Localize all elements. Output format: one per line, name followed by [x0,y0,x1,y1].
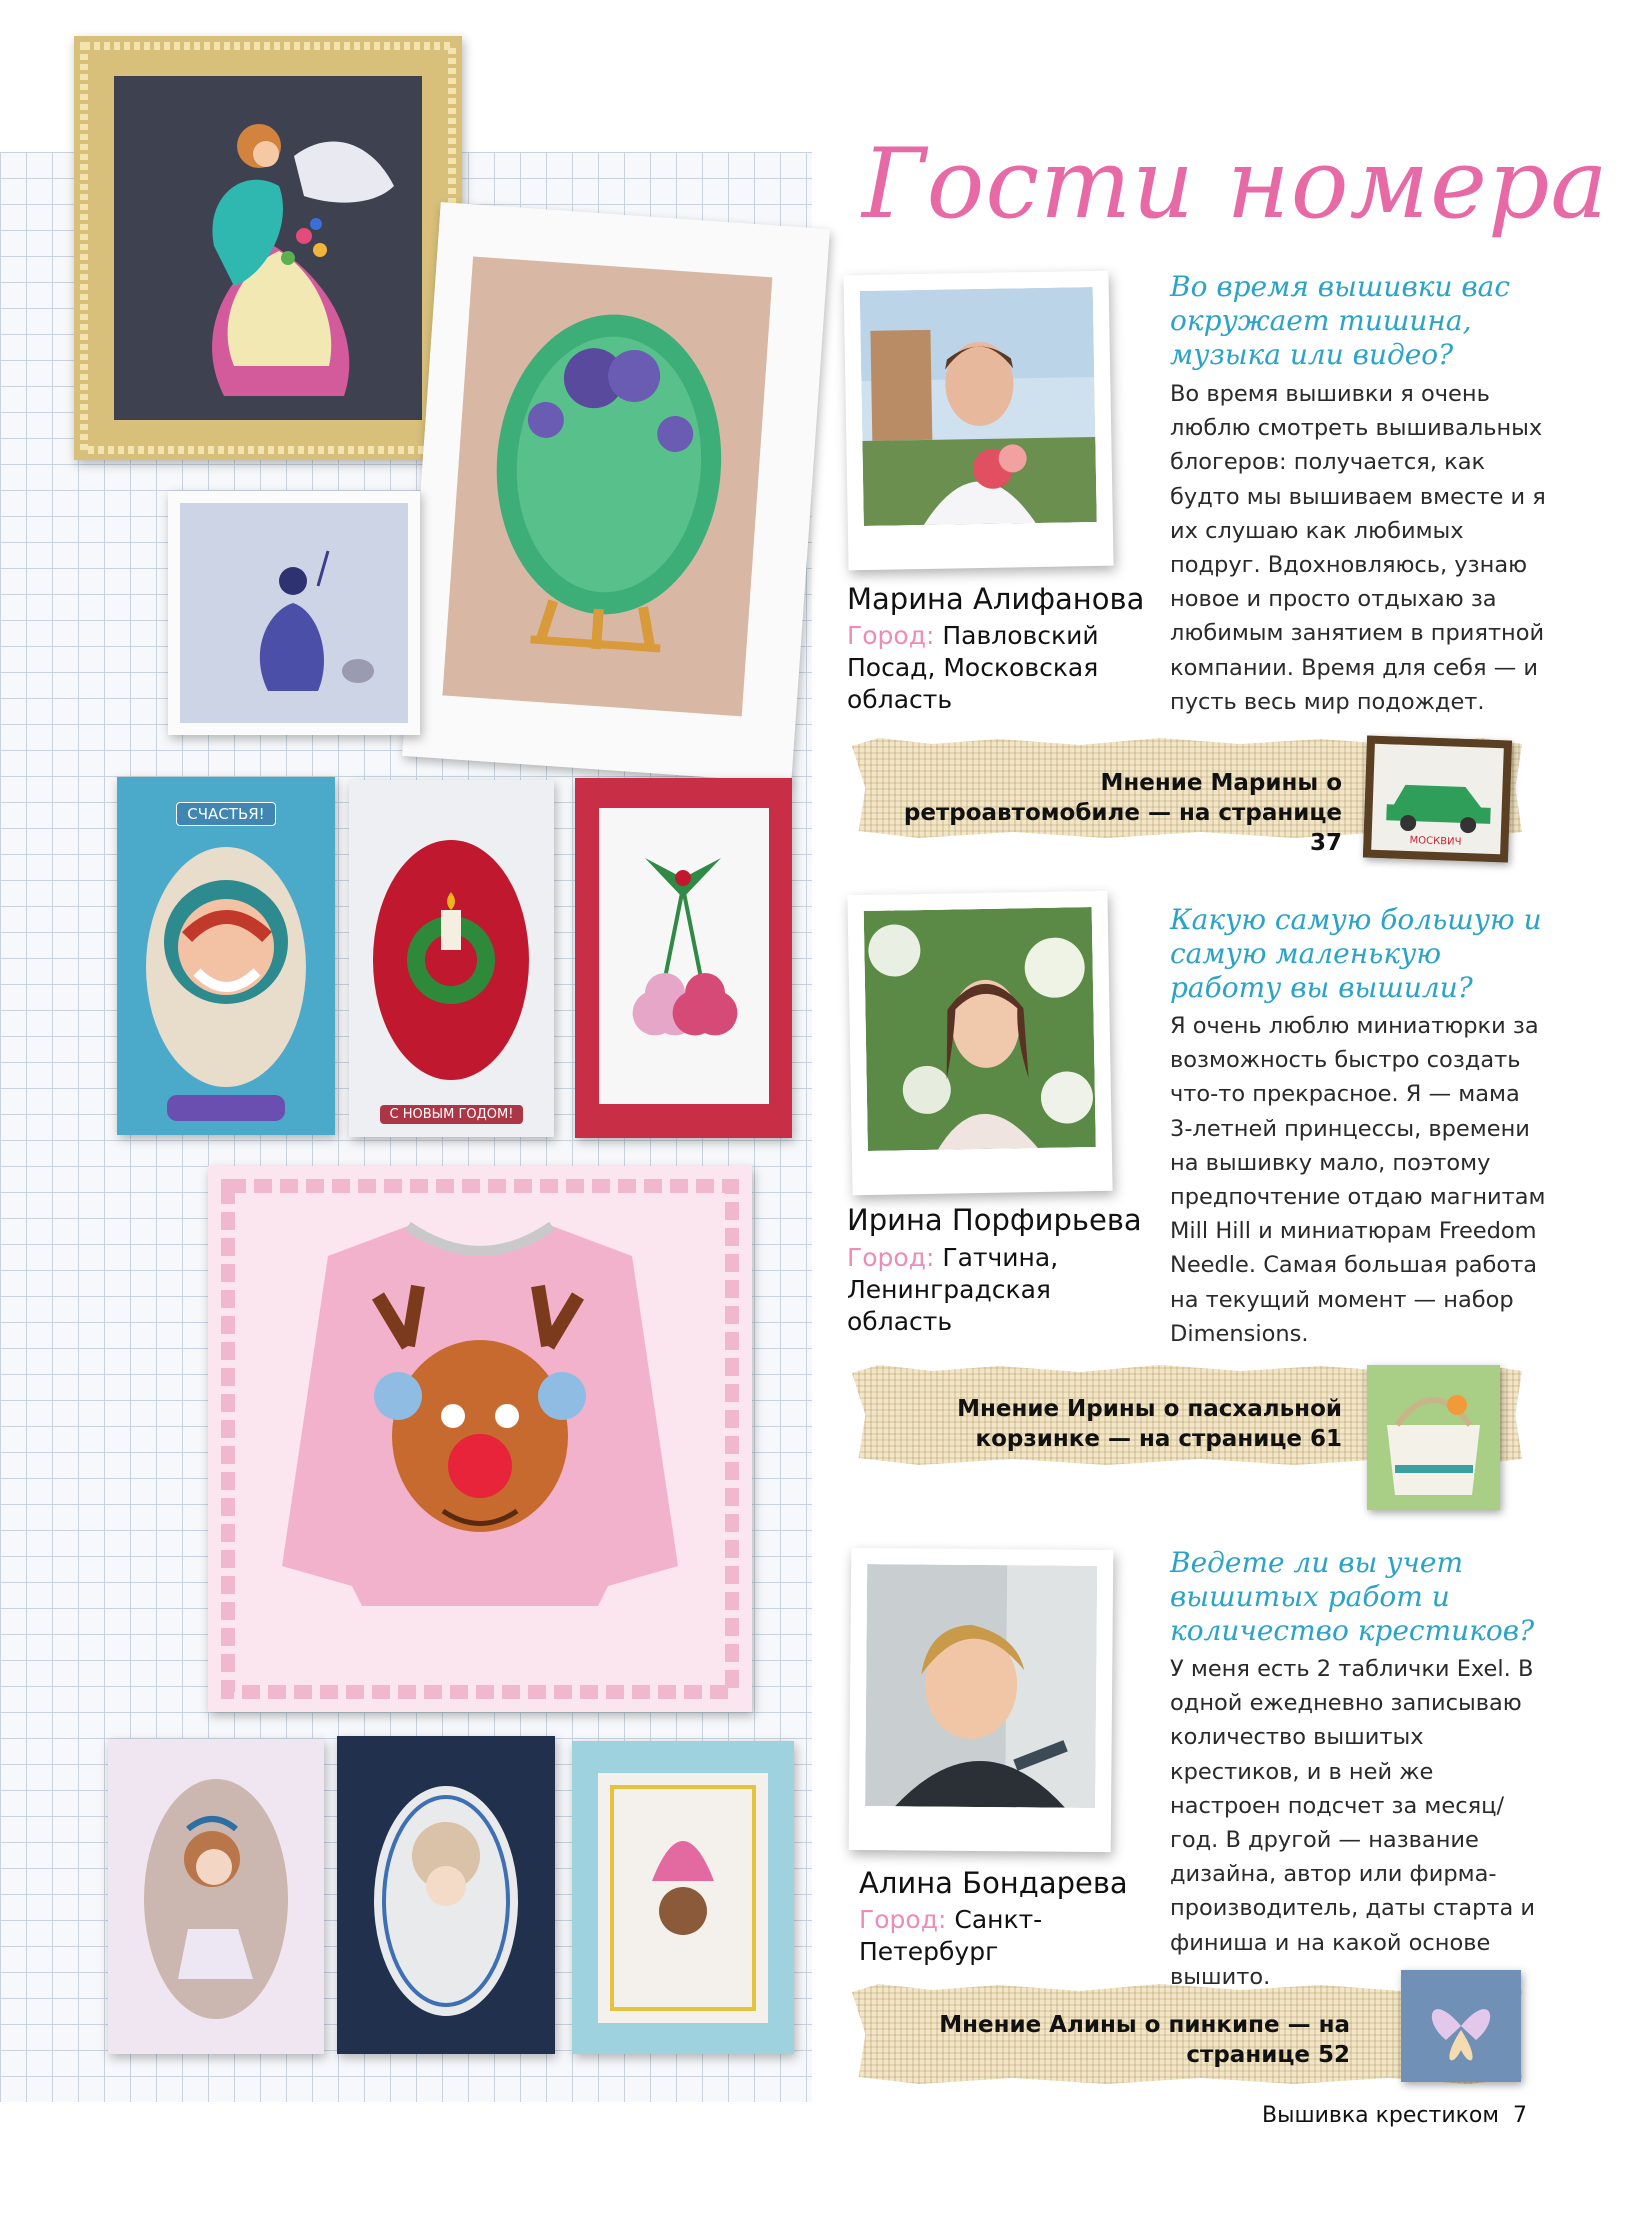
reindeer-sweater-embroidery-image [208,1166,752,1712]
angel-embroidery-image [74,36,462,460]
answer-marina: Во время вышивки я очень люблю смотреть вышивальных блогеров: получается, как будто мы вышиваем вместе и я их слушаю как любимых подруг. Вдохновляюсь, узнаю новое и просто отдыхаю за любимым занятием в приятной компании. Время для себя — и пусть весь мир подождет. [1170,381,1546,715]
guest-city-marina: Павловский Посад, Московская область [847,621,1099,714]
thumb-basket [1367,1365,1500,1510]
card-label-happiness: СЧАСТЬЯ! [176,802,275,826]
banner-text-marina: Мнение Марины о ретроавтомобиле — на странице 37 [903,770,1342,856]
gallery-card-angel [74,36,462,460]
banner-text-irina: Мнение Ирины о пасхальной корзинке — на странице 61 [957,1396,1342,1452]
girl-embroidery-image [108,1739,324,2054]
guest-city-block-marina [847,620,1167,716]
guest-photo-marina [843,271,1113,571]
banner-text-alina: Мнение Алины о пинкипе — на странице 52 [939,2012,1350,2068]
holly-embroidery-image [575,778,792,1138]
guest-name-alina: Алина Бондарева [859,1866,1128,1900]
thumb-car-caption: МОСКВИЧ [1409,835,1462,848]
egg-embroidery-image [402,202,830,783]
thumb-pinkeep [1401,1970,1521,2082]
portrait-marina [860,287,1097,526]
cupcake-girl-embroidery-image [572,1741,794,2054]
guest-city-block-alina [859,1904,1059,1968]
gallery-card-cupcake-girl [572,1741,794,2054]
guest-city-alina: Санкт-Петербург [859,1905,1043,1966]
city-label: Город: [847,621,935,650]
question-irina: Какую самую большую и самую маленькую работу вы вышили? [1170,903,1542,1004]
page-footer [1262,2103,1527,2128]
gallery-card-lady-navy [337,1736,555,2054]
santa-embroidery-image [117,777,335,1135]
guest-photo-irina [847,891,1112,1195]
portrait-irina [864,907,1096,1151]
gallery-card-shepherdess [168,491,420,735]
guest-photo-alina [849,1548,1114,1852]
page-number: 7 [1512,2103,1527,2128]
magazine-name: Вышивка крестиком [1262,2103,1499,2128]
thumb-car [1363,736,1512,863]
guest-name-marina: Марина Алифанова [847,582,1145,616]
guest-city-irina: Гатчина, Ленинградская область [847,1243,1059,1336]
page-title: Гости номера [862,128,1609,240]
lady-embroidery-image [337,1736,555,2054]
question-alina: Ведете ли вы учет вышитых работ и количество крестиков? [1170,1546,1535,1647]
guest-name-irina: Ирина Порфирьева [847,1203,1142,1237]
gallery-card-egg [402,202,830,783]
shepherdess-embroidery-image [168,491,420,735]
city-label: Город: [859,1905,947,1934]
candle-embroidery-image [349,780,554,1137]
gallery-card-candle [349,780,554,1137]
card-label-new-year: С НОВЫМ ГОДОМ! [380,1105,524,1124]
answer-alina: У меня есть 2 таблички Exel. В одной ежедневно записываю количество вышитых крестиков, и в ней же настроен подсчет за месяц/год. В другой — название дизайна, автор или фирма-производитель, даты старта и финиша и на какой основе вышито. [1170,1656,1536,1990]
gallery-card-santa [117,777,335,1135]
question-marina: Во время вышивки вас окружает тишина, музыка или видео? [1170,270,1511,371]
answer-irina: Я очень люблю миниатюрки за возможность быстро создать что-то прекрасное. Я — мама 3-летней принцессы, времени на вышивку мало, поэтому предпочтение отдаю магнитам Mill Hill и миниатюрам Freedom Needle. Самая большая работа на текущий момент — набор Dimensions. [1170,1013,1546,1347]
gallery-card-holly [575,778,792,1138]
gallery-card-reindeer-sweater [208,1166,752,1712]
portrait-alina [865,1564,1097,1808]
gallery-card-girl [108,1739,324,2054]
city-label: Город: [847,1243,935,1272]
guest-city-block-irina [847,1242,1097,1338]
